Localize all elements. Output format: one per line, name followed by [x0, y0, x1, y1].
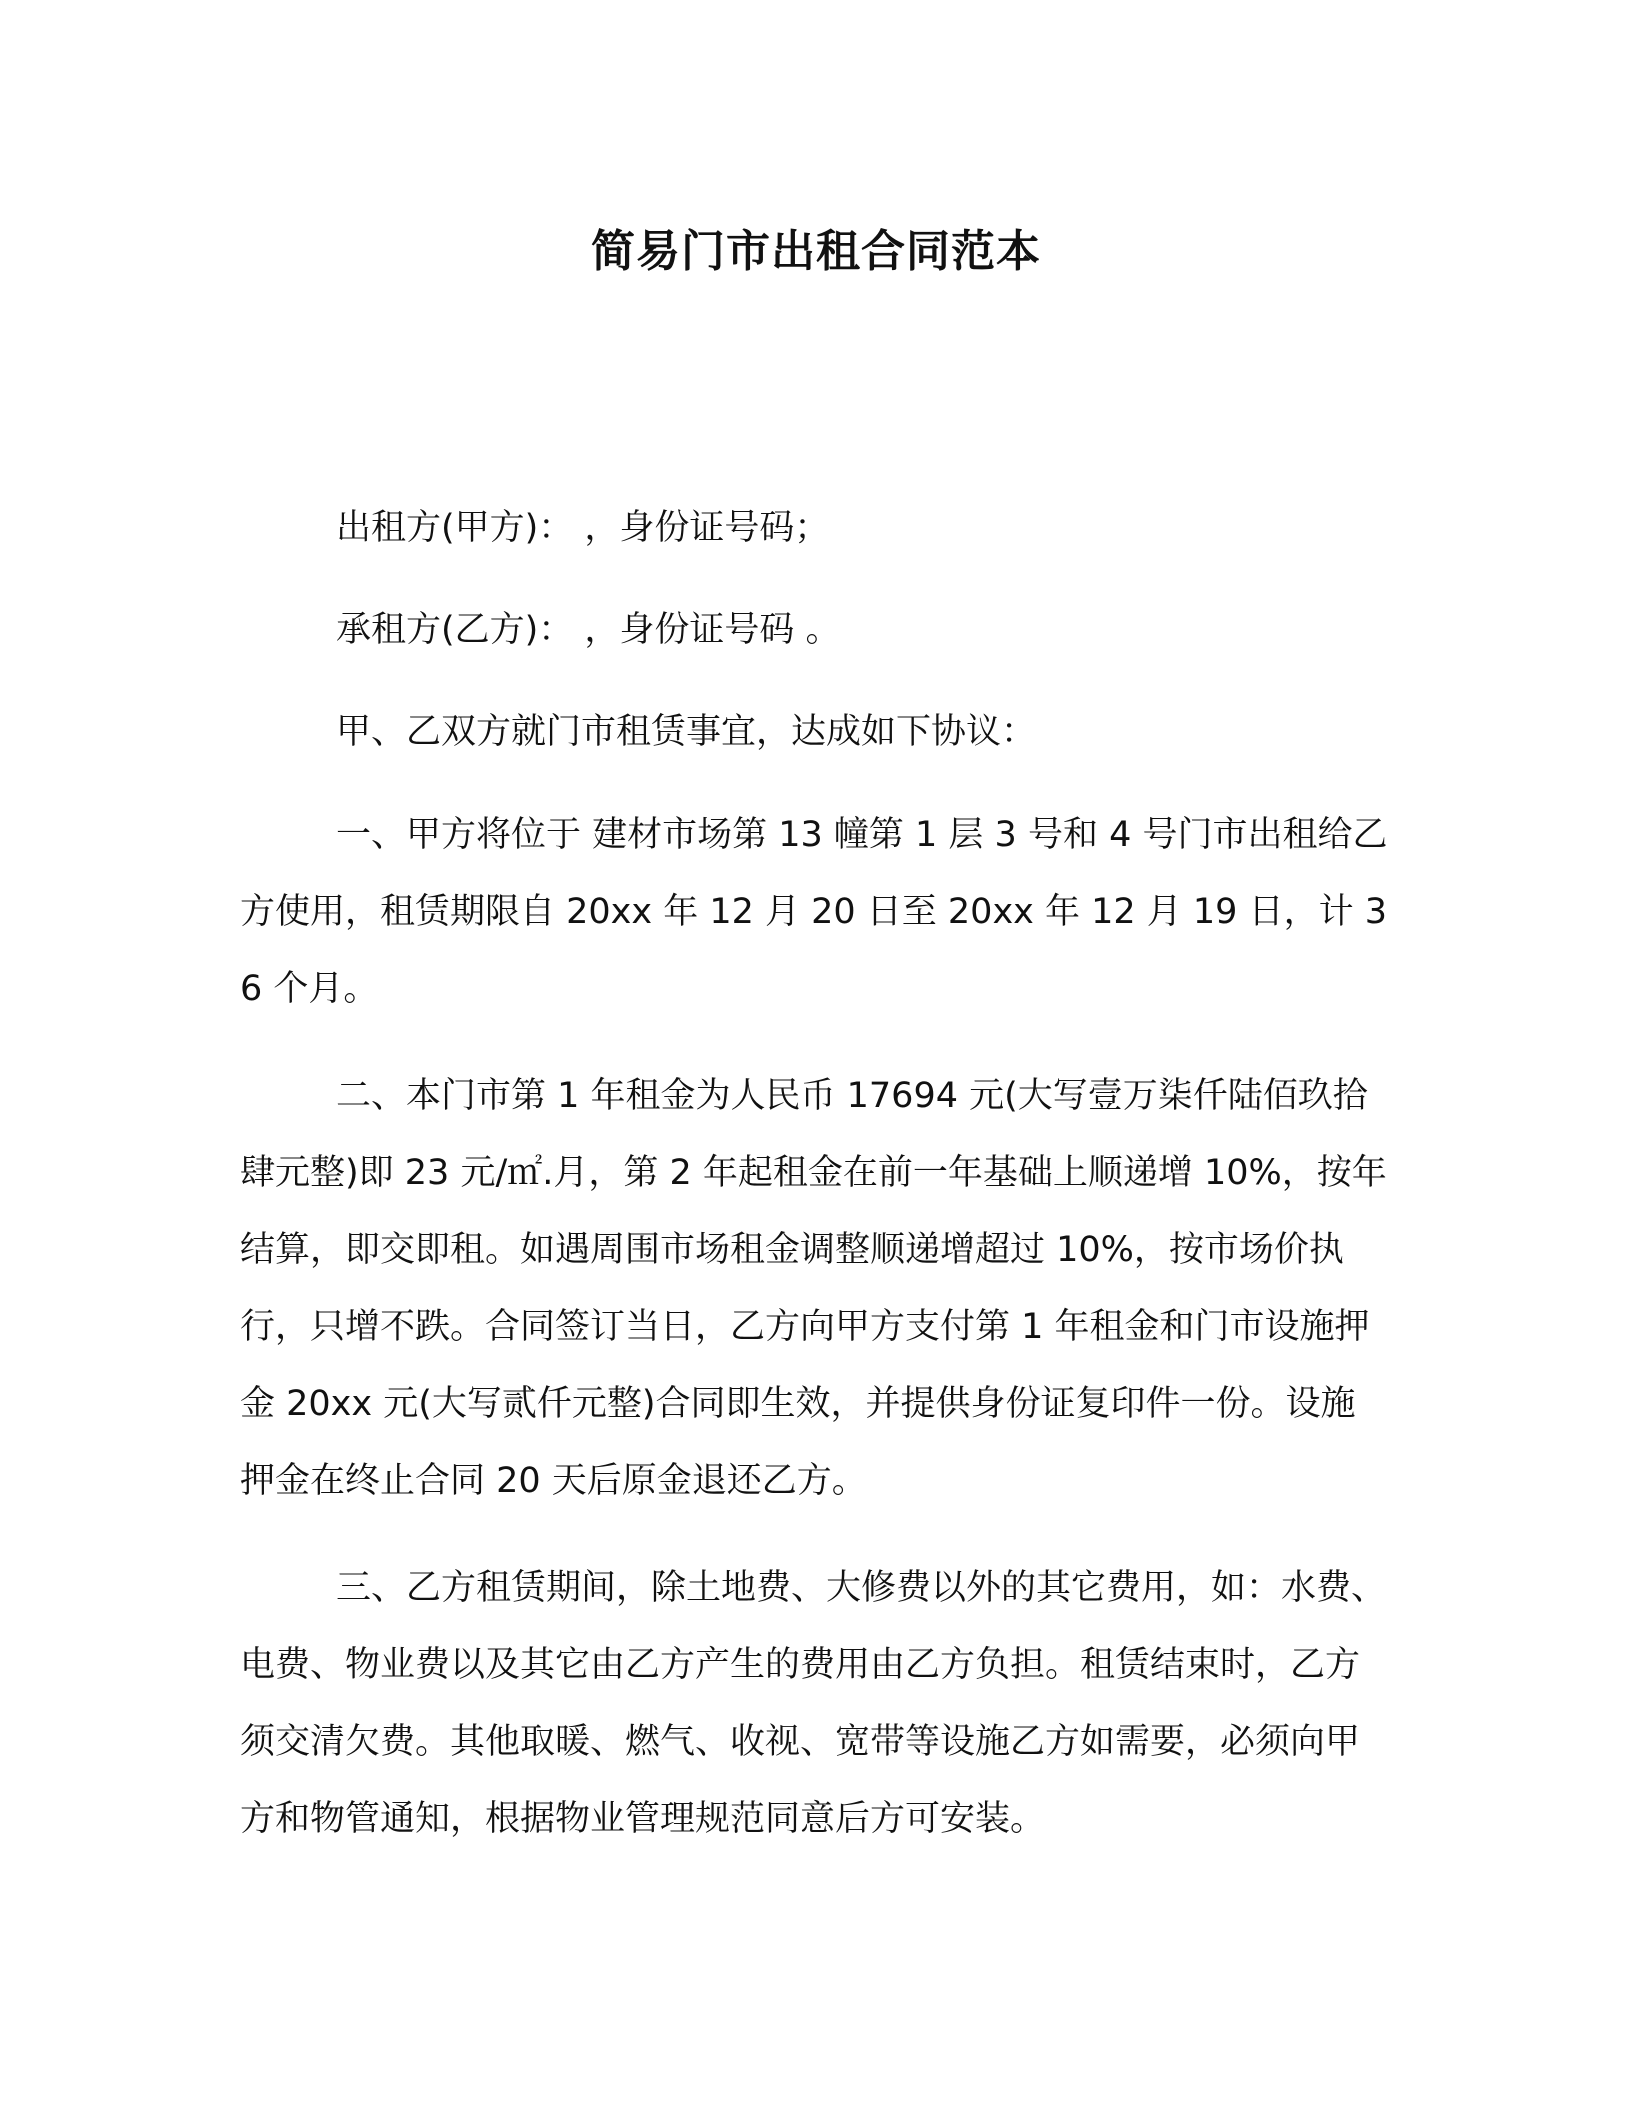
- clause-three: 三、乙方租赁期间，除土地费、大修费以外的其它费用，如：水费、电费、物业费以及其它由乙方产生的费用由乙方负担。租赁结束时，乙方须交清欠费。其他取暖、燃气、收视、宽带等设施乙方如需要，必须向甲方和物管通知，根据物业管理规范同意后方可安装。: [240, 1568, 1387, 1839]
- clause-two: 二、本门市第 1 年租金为人民币 17694 元(大写壹万柒仟陆佰玖拾肆元整)即 23 元/㎡.月，第 2 年起租金在前一年基础上顺递增 10%，按年结算，即交即租。如遇周围市场租金调整顺递增超过 10%，按市场价执行，只增不跌。合同签订当日，乙方向甲方支付第 1 年租金和门市设施押金 20xx 元(大写贰仟元整)合同即生效，并提供身份证复印件一份。设施押金在终止合同 20 天后原金退还乙方。: [240, 1076, 1387, 1501]
- lessee-line: 承租方(乙方)： ，身份证号码 。: [336, 610, 841, 650]
- lessor-line: 出租方(甲方)： ，身份证号码；: [336, 508, 830, 548]
- document-title: 简易门市出租合同范本: [591, 226, 1041, 277]
- document-body: [240, 490, 1390, 1888]
- agreement-intro: 甲、乙双方就门市租赁事宜，达成如下协议：: [336, 712, 1037, 752]
- clause-one: 一、甲方将位于 建材市场第 13 幢第 1 层 3 号和 4 号门市出租给乙方使用，租赁期限自 20xx 年 12 月 20 日至 20xx 年 12 月 19 日，计 36 个月。: [240, 815, 1388, 1009]
